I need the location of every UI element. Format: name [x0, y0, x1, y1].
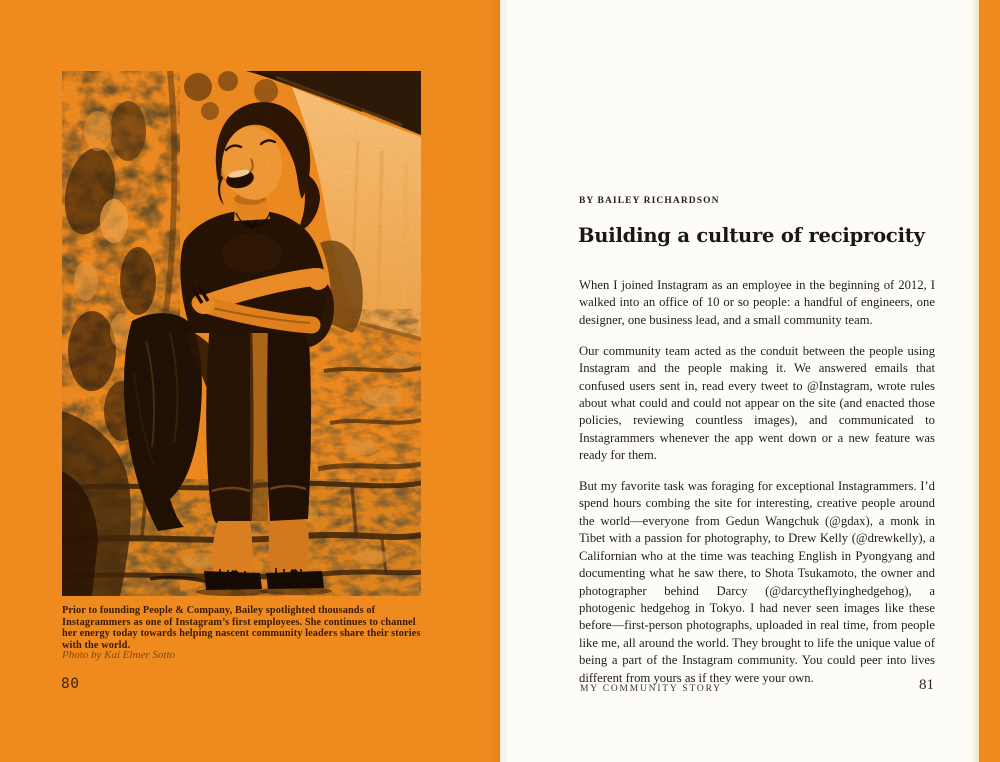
chapter-title: Building a culture of reciprocity — [578, 224, 925, 247]
photo-caption: Prior to founding People & Company, Bailey spotlighted thousands of Instagrammers as one of Instagram’s first employees. She continues to channel her energy today towards helping nascent community leaders share their stories with the world. — [62, 605, 421, 651]
next-page-edge — [971, 0, 979, 762]
paragraph: When I joined Instagram as an employee in the beginning of 2012, I walked into an office of 10 or so people: a handful of engineers, one designer, one business lead, and a small community team. — [579, 278, 935, 327]
right-page — [500, 0, 972, 762]
bailey-duotone-photo — [62, 71, 421, 596]
page-number-right: 81 — [919, 677, 934, 693]
page-number-left: 80 — [61, 676, 80, 692]
paragraph: Our community team acted as the conduit between the people using Instagram and the people making it. We answered emails that confused users sent in, read every tweet to @Instagram, wrote rules about what could and could not appear on the site (and enacted those policies, reviewing countless images), and communicated to Instagrammers whenever the app went down or a new feature was ready for them. — [579, 343, 935, 463]
running-footer: MY COMMUNITY STORY — [580, 684, 722, 694]
photo-illustration — [62, 71, 421, 596]
paragraph: But my favorite task was foraging for exceptional Instagrammers. I’d spend hours combing the site for interesting, creative people around the world—everyone from Gedun Wangchuk (@gdax), a monk in Tibet with a passion for photography, to Drew Kelly (@drewkelly), a Californian who at the time was teaching English in Pyongyang and documenting what he saw there, to Shota Tsukamoto, the owner and photographer behind Darcy (@darcytheflyinghedgehog), a photogenic hedgehog in Tokyo. I had never seen images like these before—first-person photographs, uploaded in real time, from people like me, all around the world. They brought to life the unique value of being a part of the Instagram community. You could peer into lives different from yours as if they were your own. — [579, 479, 935, 685]
photo-credit: Photo by Kai Elmer Sotto — [62, 649, 176, 661]
next-page-orange-strip — [979, 0, 1000, 762]
body-text-column — [579, 277, 935, 700]
byline: BY BAILEY RICHARDSON — [579, 196, 720, 206]
